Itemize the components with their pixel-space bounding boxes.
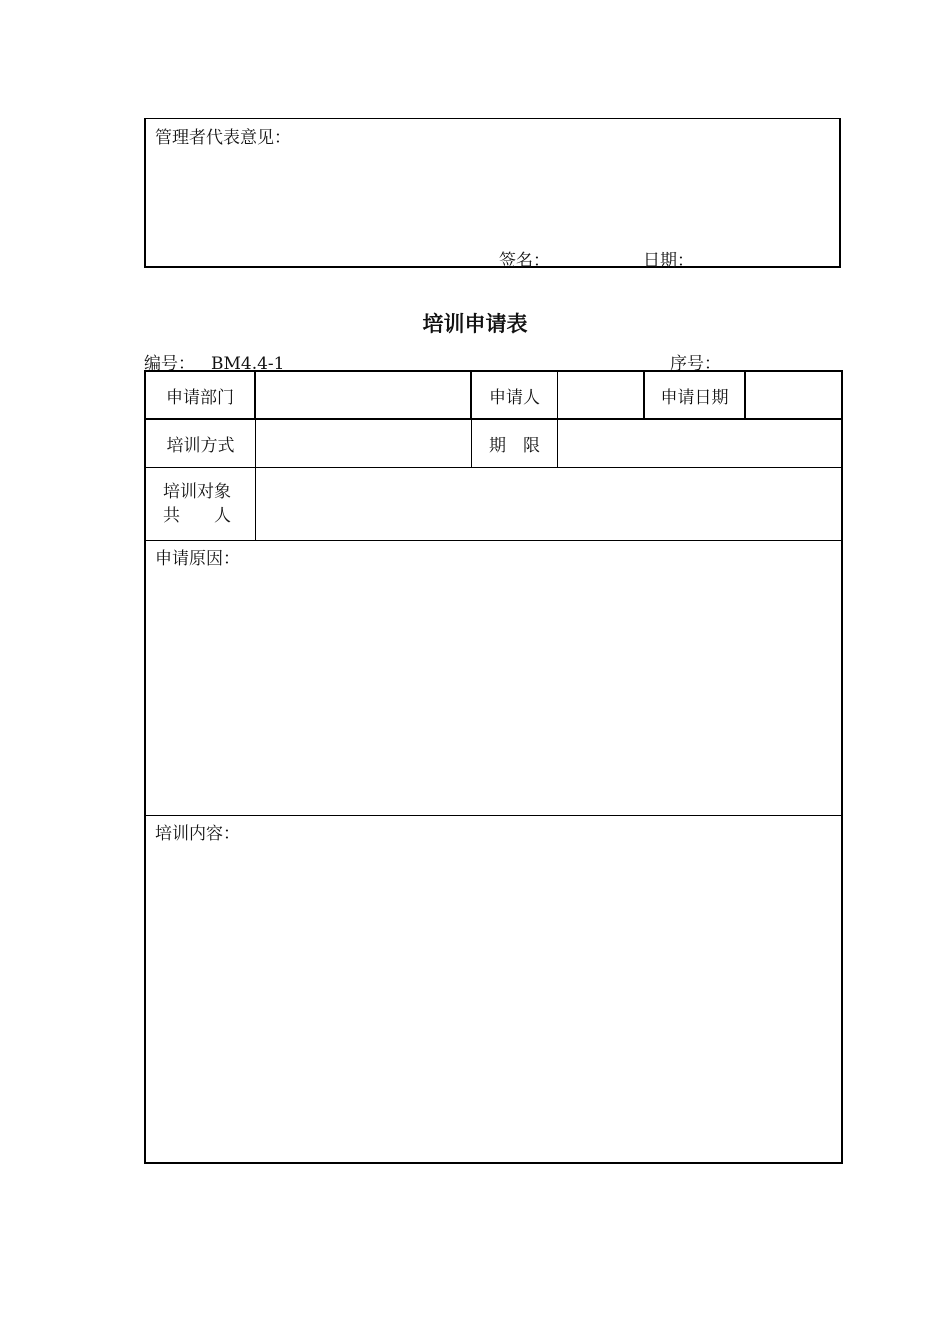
form-title: 培训申请表: [422, 312, 528, 336]
apply-dept-label: 申请部门: [146, 372, 256, 418]
management-opinion-box: [144, 118, 841, 271]
reason-label: 申请原因：: [155, 549, 240, 569]
training-request-table: [144, 370, 843, 1164]
table-row-apply: [146, 372, 841, 420]
table-row-method: [146, 420, 841, 468]
training-target-field[interactable]: [256, 468, 841, 540]
period-label: 期 限: [472, 420, 558, 467]
applicant-label: 申请人: [472, 372, 558, 418]
apply-date-label: 申请日期: [645, 372, 746, 418]
code-label: 编号：: [144, 354, 195, 374]
training-method-field[interactable]: [256, 420, 472, 467]
signature-label: 签名：: [499, 251, 550, 271]
opinion-label: 管理者代表意见：: [155, 128, 291, 148]
serial-label: 序号：: [670, 354, 721, 374]
training-target-label-line1: 培训对象: [163, 482, 231, 502]
training-method-label: 培训方式: [146, 420, 256, 467]
apply-date-field[interactable]: [746, 372, 841, 418]
table-row-reason[interactable]: [146, 541, 841, 816]
table-row-content[interactable]: [146, 816, 841, 1162]
date-label: 日期：: [643, 251, 694, 271]
content-label: 培训内容：: [155, 824, 240, 844]
period-field[interactable]: [558, 420, 841, 467]
training-target-label-line2: 共 人: [163, 506, 231, 526]
code-value: BM4.4-1: [211, 354, 285, 374]
training-target-label: [146, 468, 256, 540]
table-row-target: [146, 468, 841, 541]
apply-dept-field[interactable]: [256, 372, 472, 418]
applicant-field[interactable]: [558, 372, 645, 418]
